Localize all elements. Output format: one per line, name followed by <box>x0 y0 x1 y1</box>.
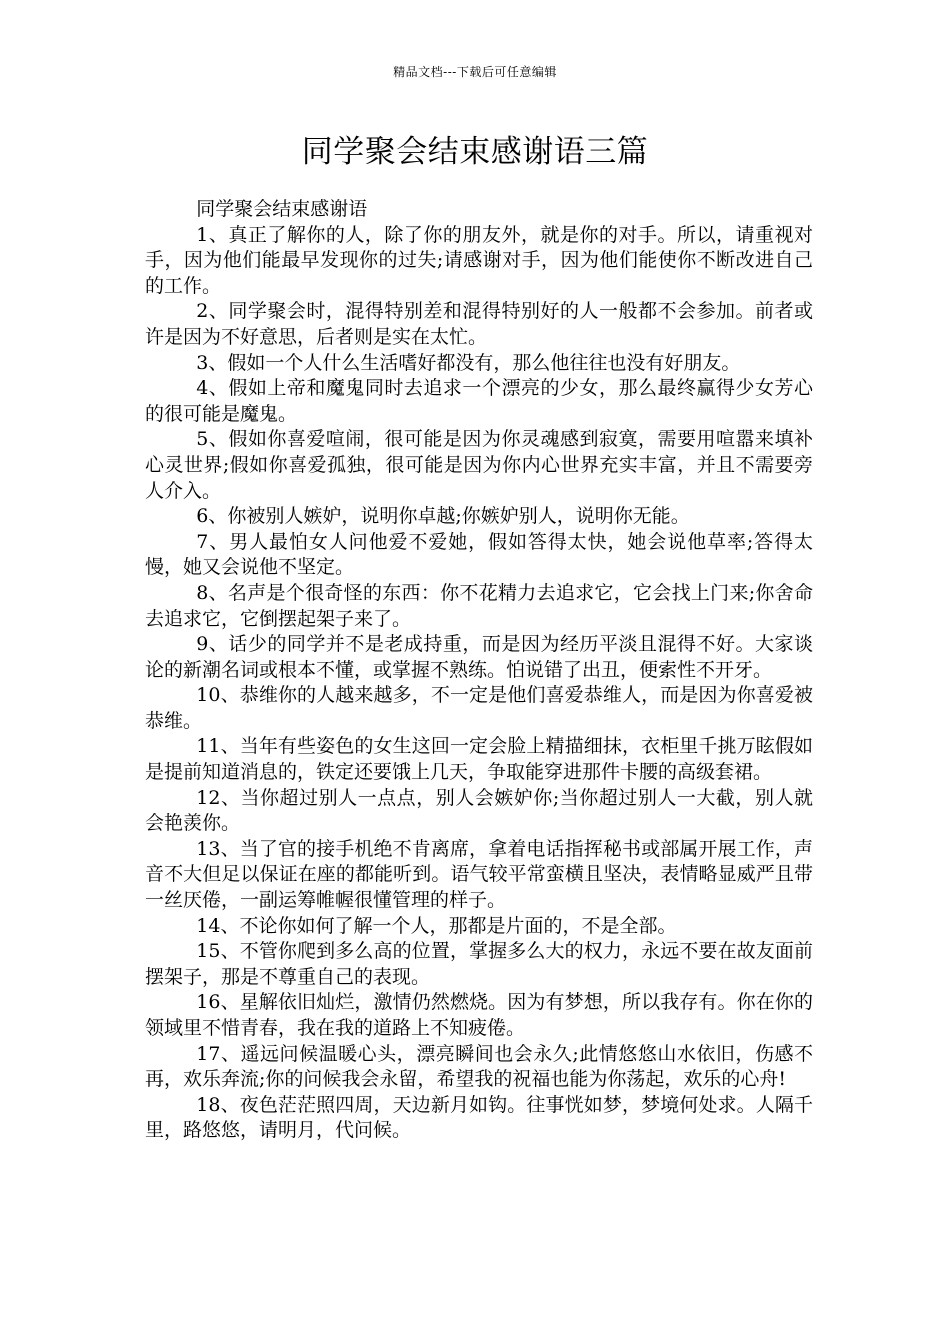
paragraph-8: 8、名声是个很奇怪的东西：你不花精力去追求它，它会找上门来;你舍命去追求它，它倒摆起架子来了。 <box>145 581 813 630</box>
paragraph-3: 3、假如一个人什么生活嗜好都没有，那么他往往也没有好朋友。 <box>196 351 741 374</box>
paragraph-13: 13、当了官的接手机绝不肯离席，拿着电话指挥秘书或部属开展工作，声音不大但足以保证在座的都能听到。语气较平常蛮横且坚决，表情略显威严且带一丝厌倦，一副运筹帷幄很懂管理的样子。 <box>145 837 813 912</box>
paragraph-7: 7、男人最怕女人问他爱不爱她，假如答得太快，她会说他草率;答得太慢，她又会说他不坚定。 <box>145 530 813 579</box>
paragraph-15: 15、不管你爬到多么高的位置，掌握多么大的权力，永远不要在故友面前摆架子，那是不尊重自己的表现。 <box>145 940 813 988</box>
paragraph-14: 14、不论你如何了解一个人，那都是片面的，不是全部。 <box>196 914 677 937</box>
paragraph-16: 16、星解依旧灿烂，激情仍然燃烧。因为有梦想，所以我存有。你在你的领域里不惜青春，我在我的道路上不知疲倦。 <box>145 991 813 1039</box>
paragraph-6: 6、你被别人嫉妒，说明你卓越;你嫉妒别人，说明你无能。 <box>196 505 690 528</box>
document-body <box>145 197 813 1144</box>
header-note: 精品文档---下载后可任意编辑 <box>393 65 557 79</box>
paragraph-9: 9、话少的同学并不是老成持重，而是因为经历平淡且混得不好。大家谈论的新潮名词或根本不懂，或掌握不熟练。怕说错了出丑，便索性不开牙。 <box>145 633 813 681</box>
paragraph-10: 10、恭维你的人越来越多，不一定是他们喜爱恭维人，而是因为你喜爱被恭维。 <box>145 684 813 732</box>
paragraph-5: 5、假如你喜爱喧闹，很可能是因为你灵魂感到寂寞，需要用喧嚣来填补心灵世界;假如你喜爱孤独，很可能是因为你内心世界充实丰富，并且不需要旁人介入。 <box>145 428 813 502</box>
paragraph-18: 18、夜色茫茫照四周，天边新月如钩。往事恍如梦，梦境何处求。人隔千里，路悠悠，请明月，代问候。 <box>145 1093 813 1142</box>
body-heading: 同学聚会结束感谢语 <box>196 198 368 220</box>
paragraph-2: 2、同学聚会时，混得特别差和混得特别好的人一般都不会参加。前者或许是因为不好意思，后者则是实在太忙。 <box>145 300 813 348</box>
document-title: 同学聚会结束感谢语三篇 <box>301 134 649 170</box>
paragraph-1: 1、真正了解你的人，除了你的朋友外，就是你的对手。所以，请重视对手，因为他们能最早发现你的过失;请感谢对手，因为他们能使你不断改进自己的工作。 <box>145 223 813 297</box>
paragraph-4: 4、假如上帝和魔鬼同时去追求一个漂亮的少女，那么最终赢得少女芳心的很可能是魔鬼。 <box>145 377 813 425</box>
paragraph-12: 12、当你超过别人一点点，别人会嫉妒你;当你超过别人一大截，别人就会艳羡你。 <box>145 786 813 835</box>
paragraph-17: 17、遥远问候温暖心头，漂亮瞬间也会永久;此情悠悠山水依旧，伤感不再，欢乐奔流;你的问候我会永留，希望我的祝福也能为你荡起，欢乐的心舟! <box>145 1042 813 1091</box>
paragraph-11: 11、当年有些姿色的女生这回一定会脸上精描细抹，衣柜里千挑万眩假如是提前知道消息的，铁定还要饿上几天，争取能穿进那件卡腰的高级套裙。 <box>145 735 813 784</box>
